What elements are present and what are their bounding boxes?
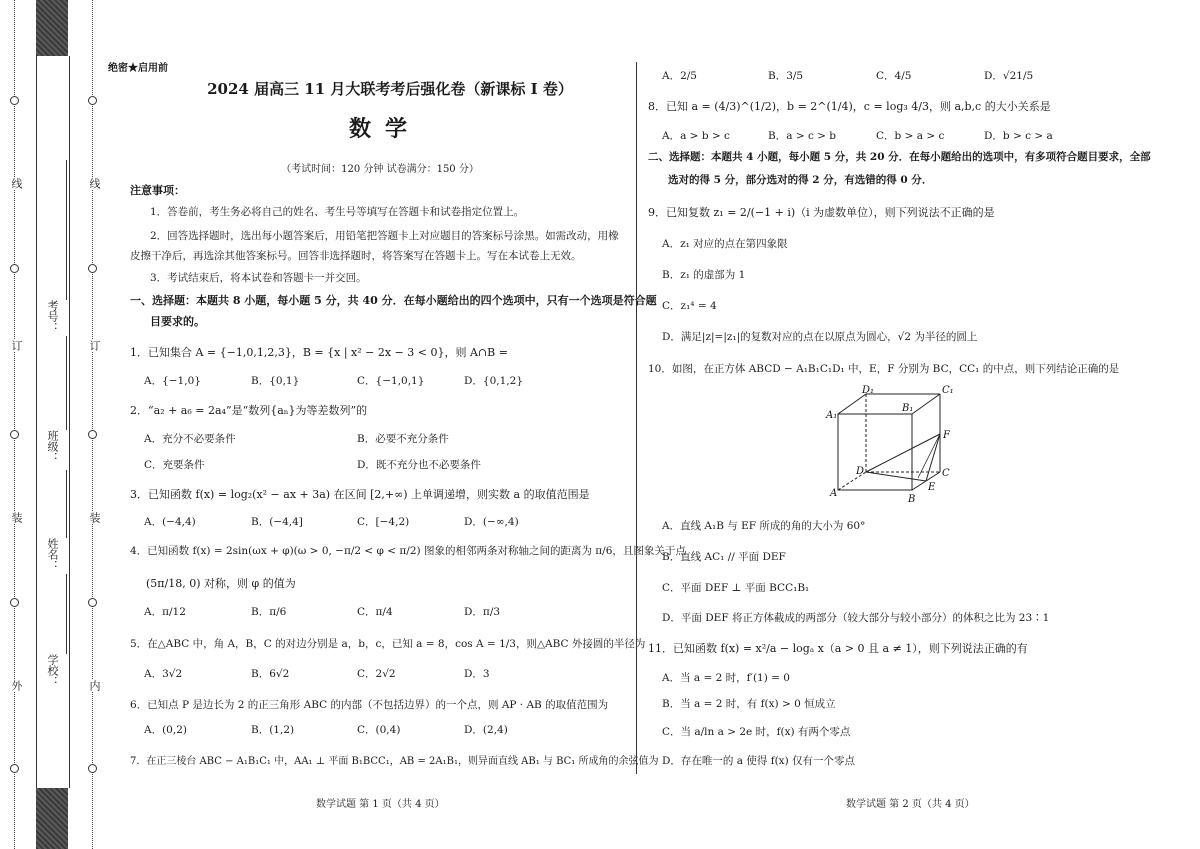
inner-dotted-line bbox=[92, 0, 93, 849]
binding-hole bbox=[10, 96, 19, 105]
q11-option-c[interactable]: C．当 a/ln a > 2e 时，f(x) 有两个零点 bbox=[662, 726, 851, 738]
q6-option-a[interactable]: A．(0,2) bbox=[144, 724, 187, 736]
subject-title: 数学 bbox=[348, 116, 421, 142]
question-6: 6．已知点 P 是边长为 2 的正三角形 ABC 的内部（不包括边界）的一个点，则 AP · AB 的取值范围为 bbox=[130, 699, 609, 711]
q10-option-a[interactable]: A．直线 A₁B 与 EF 所成的角的大小为 60° bbox=[662, 520, 866, 532]
exam-number-label: 考号： bbox=[46, 300, 59, 333]
q8-option-a[interactable]: A．a > b > c bbox=[662, 130, 730, 142]
q9-option-d[interactable]: D．满足|z|=|z₁|的复数对应的点在以原点为圆心，√2 为半径的圆上 bbox=[662, 331, 978, 343]
outer-mark-wai: 外 bbox=[10, 680, 23, 691]
q6-option-b[interactable]: B．(1,2) bbox=[251, 724, 295, 736]
q1-option-d[interactable]: D．{0,1,2} bbox=[464, 375, 523, 387]
q8-option-b[interactable]: B．a > c > b bbox=[768, 130, 837, 142]
section-2-heading-cont: 选对的得 5 分，部分选对的得 2 分，有选错的得 0 分． bbox=[668, 174, 933, 186]
q7-option-a[interactable]: A．2/5 bbox=[662, 70, 697, 82]
q10-option-b[interactable]: B．直线 AC₁ // 平面 DEF bbox=[662, 551, 786, 563]
label-e: E bbox=[928, 482, 936, 493]
q1-option-a[interactable]: A．{−1,0} bbox=[144, 375, 201, 387]
q7-option-d[interactable]: D．√21/5 bbox=[984, 70, 1034, 82]
inner-mark-zhuang: 装 bbox=[88, 512, 101, 523]
q11-option-a[interactable]: A．当 a = 2 时，f′(1) = 0 bbox=[662, 672, 790, 684]
q3-option-b[interactable]: B．(−4,4] bbox=[251, 516, 303, 528]
note-1: 1．答卷前，考生务必将自己的姓名、考生号等填写在答题卡和试卷指定位置上。 bbox=[150, 206, 525, 218]
inner-mark-xian: 线 bbox=[88, 178, 101, 189]
outer-mark-zhuang: 装 bbox=[10, 512, 23, 523]
label-a: A bbox=[830, 488, 838, 499]
q11-option-d[interactable]: D．存在唯一的 a 使得 f(x) 仅有一个零点 bbox=[662, 755, 856, 767]
question-7: 7．在正三棱台 ABC − A₁B₁C₁ 中，AA₁ ⊥ 平面 B₁BCC₁，AB = 2A₁B₁，则异面直线 AB₁ 与 BC₁ 所成角的余弦值为 bbox=[130, 756, 659, 767]
q1-option-b[interactable]: B．{0,1} bbox=[251, 375, 300, 387]
q2-option-a[interactable]: A．充分不必要条件 bbox=[144, 433, 236, 445]
binding-hole bbox=[10, 264, 19, 273]
binding-hole bbox=[10, 598, 19, 607]
exam-title: 2024 届高三 11 月大联考考后强化卷（新课标 I 卷） bbox=[207, 80, 573, 98]
outer-dotted-line bbox=[14, 0, 15, 849]
q5-option-c[interactable]: C．2√2 bbox=[357, 668, 396, 680]
q2-option-d[interactable]: D．既不充分也不必要条件 bbox=[357, 459, 481, 471]
q7-option-b[interactable]: B．3/5 bbox=[768, 70, 804, 82]
q9-option-a[interactable]: A．z₁ 对应的点在第四象限 bbox=[662, 238, 788, 250]
inner-mark-ding: 订 bbox=[88, 340, 101, 351]
label-c: C bbox=[942, 468, 950, 479]
q4-option-d[interactable]: D．π/3 bbox=[464, 606, 501, 618]
page-1-footer: 数学试题 第 1 页（共 4 页） bbox=[316, 799, 445, 810]
q6-option-c[interactable]: C．(0,4) bbox=[357, 724, 401, 736]
note-2: 2．回答选择题时，选出每小题答案后，用铅笔把答题卡上对应题目的答案标号涂黑。如需改动，用橡 bbox=[150, 230, 619, 242]
q3-option-c[interactable]: C．[−4,2) bbox=[357, 516, 410, 528]
q5-option-d[interactable]: D．3 bbox=[464, 668, 490, 680]
question-8: 8．已知 a = (4/3)^(1/2)，b = 2^(1/4)，c = log₃ 4/3，则 a,b,c 的大小关系是 bbox=[648, 100, 1051, 113]
q8-option-c[interactable]: C．b > a > c bbox=[876, 130, 945, 142]
q5-option-a[interactable]: A．3√2 bbox=[144, 668, 183, 680]
notes-title: 注意事项： bbox=[130, 184, 185, 197]
q5-option-b[interactable]: B．6√2 bbox=[251, 668, 290, 680]
outer-mark-xian: 线 bbox=[10, 178, 23, 189]
q2-option-b[interactable]: B．必要不充分条件 bbox=[357, 433, 449, 445]
question-4-cont: (5π/18, 0) 对称，则 φ 的值为 bbox=[146, 577, 296, 590]
label-a1: A₁ bbox=[826, 410, 838, 421]
question-2: 2．“a₂ + a₆ = 2a₄”是“数列{aₙ}为等差数列”的 bbox=[130, 404, 368, 417]
section-1-heading-cont: 目要求的。 bbox=[150, 315, 205, 328]
q6-option-d[interactable]: D．(2,4) bbox=[464, 724, 508, 736]
binding-hole bbox=[88, 598, 97, 607]
label-f: F bbox=[943, 430, 950, 441]
section-1-heading: 一、选择题：本题共 8 小题，每小题 5 分，共 40 分．在每小题给出的四个选项中，只有一个选项是符合题 bbox=[130, 294, 657, 307]
school-field[interactable] bbox=[66, 574, 67, 654]
exam-number-field[interactable] bbox=[66, 160, 67, 300]
q11-option-b[interactable]: B．当 a = 2 时，有 f(x) > 0 恒成立 bbox=[662, 698, 836, 710]
q2-option-c[interactable]: C．充要条件 bbox=[144, 459, 205, 471]
label-c1: C₁ bbox=[942, 385, 954, 396]
question-4: 4．已知函数 f(x) = 2sin(ωx + φ)(ω > 0, −π/2 < φ < π/2) 图象的相邻两条对称轴之间的距离为 π/6，且图象关于点 bbox=[130, 545, 686, 557]
q9-option-c[interactable]: C．z₁⁴ = 4 bbox=[662, 300, 717, 312]
exam-info: （考试时间：120 分钟 试卷满分：150 分） bbox=[281, 164, 479, 175]
binding-gray-bottom bbox=[36, 788, 68, 849]
binding-hole bbox=[10, 764, 19, 773]
q10-option-d[interactable]: D．平面 DEF 将正方体截成的两部分（较大部分与较小部分）的体积之比为 23∶1 bbox=[662, 612, 1050, 624]
q3-option-d[interactable]: D．(−∞,4) bbox=[464, 516, 519, 528]
page-divider bbox=[636, 62, 637, 774]
binding-hole bbox=[88, 96, 97, 105]
q3-option-a[interactable]: A．(−4,4) bbox=[144, 516, 196, 528]
question-11: 11．已知函数 f(x) = x²/a − logₐ x（a > 0 且 a ≠ 1），则下列说法正确的有 bbox=[648, 642, 1028, 655]
binding-gray-top bbox=[36, 0, 68, 56]
q4-option-a[interactable]: A．π/12 bbox=[144, 606, 186, 618]
q4-option-c[interactable]: C．π/4 bbox=[357, 606, 393, 618]
q9-option-b[interactable]: B．z₁ 的虚部为 1 bbox=[662, 269, 746, 281]
cube-figure bbox=[822, 384, 962, 508]
binding-hole bbox=[88, 764, 97, 773]
question-9: 9．已知复数 z₁ = 2/(−1 + i)（i 为虚数单位），则下列说法不正确的是 bbox=[648, 206, 995, 219]
page-2-footer: 数学试题 第 2 页（共 4 页） bbox=[846, 799, 975, 810]
binding-hole bbox=[10, 430, 19, 439]
outer-mark-ding: 订 bbox=[10, 340, 23, 351]
class-label: 班级： bbox=[46, 430, 59, 463]
label-b1: B₁ bbox=[902, 403, 914, 414]
q4-option-b[interactable]: B．π/6 bbox=[251, 606, 287, 618]
q10-option-c[interactable]: C．平面 DEF ⊥ 平面 BCC₁B₁ bbox=[662, 582, 810, 594]
question-10: 10．如图，在正方体 ABCD − A₁B₁C₁D₁ 中，E，F 分别为 BC，CC₁ 的中点，则下列结论正确的是 bbox=[648, 363, 1120, 375]
inner-mark-nei: 内 bbox=[88, 680, 101, 691]
school-label: 学校： bbox=[46, 654, 59, 687]
binding-hole bbox=[88, 430, 97, 439]
section-2-heading: 二、选择题：本题共 4 小题，每小题 5 分，共 20 分．在每小题给出的选项中，有多项符合题目要求，全部 bbox=[648, 151, 1151, 163]
note-2-cont: 皮擦干净后，再选涂其他答案标号。回答非选择题时，将答案写在答题卡上。写在本试卷上无效。 bbox=[130, 250, 582, 262]
name-field[interactable] bbox=[66, 470, 67, 538]
confidential-mark: 绝密★启用前 bbox=[108, 63, 168, 74]
label-d: D bbox=[856, 466, 865, 477]
q1-option-c[interactable]: C．{−1,0,1} bbox=[357, 375, 425, 387]
question-1: 1．已知集合 A = {−1,0,1,2,3}，B = {x | x² − 2x − 3 < 0}，则 A∩B = bbox=[130, 346, 508, 359]
q7-option-c[interactable]: C．4/5 bbox=[876, 70, 912, 82]
question-3: 3．已知函数 f(x) = log₂(x² − ax + 3a) 在区间 [2,+∞) 上单调递增，则实数 a 的取值范围是 bbox=[130, 488, 590, 501]
label-d1: D₁ bbox=[862, 385, 875, 396]
class-field[interactable] bbox=[66, 336, 67, 430]
name-label: 姓名： bbox=[46, 538, 59, 571]
binding-strip bbox=[0, 0, 112, 849]
binding-hole bbox=[88, 264, 97, 273]
note-3: 3．考试结束后，将本试卷和答题卡一并交回。 bbox=[150, 272, 367, 284]
label-b: B bbox=[908, 494, 916, 505]
question-5: 5．在△ABC 中，角 A，B，C 的对边分别是 a，b，c，已知 a = 8，cos A = 1/3，则△ABC 外接圆的半径为 bbox=[130, 638, 646, 650]
q8-option-d[interactable]: D．b > c > a bbox=[984, 130, 1053, 142]
